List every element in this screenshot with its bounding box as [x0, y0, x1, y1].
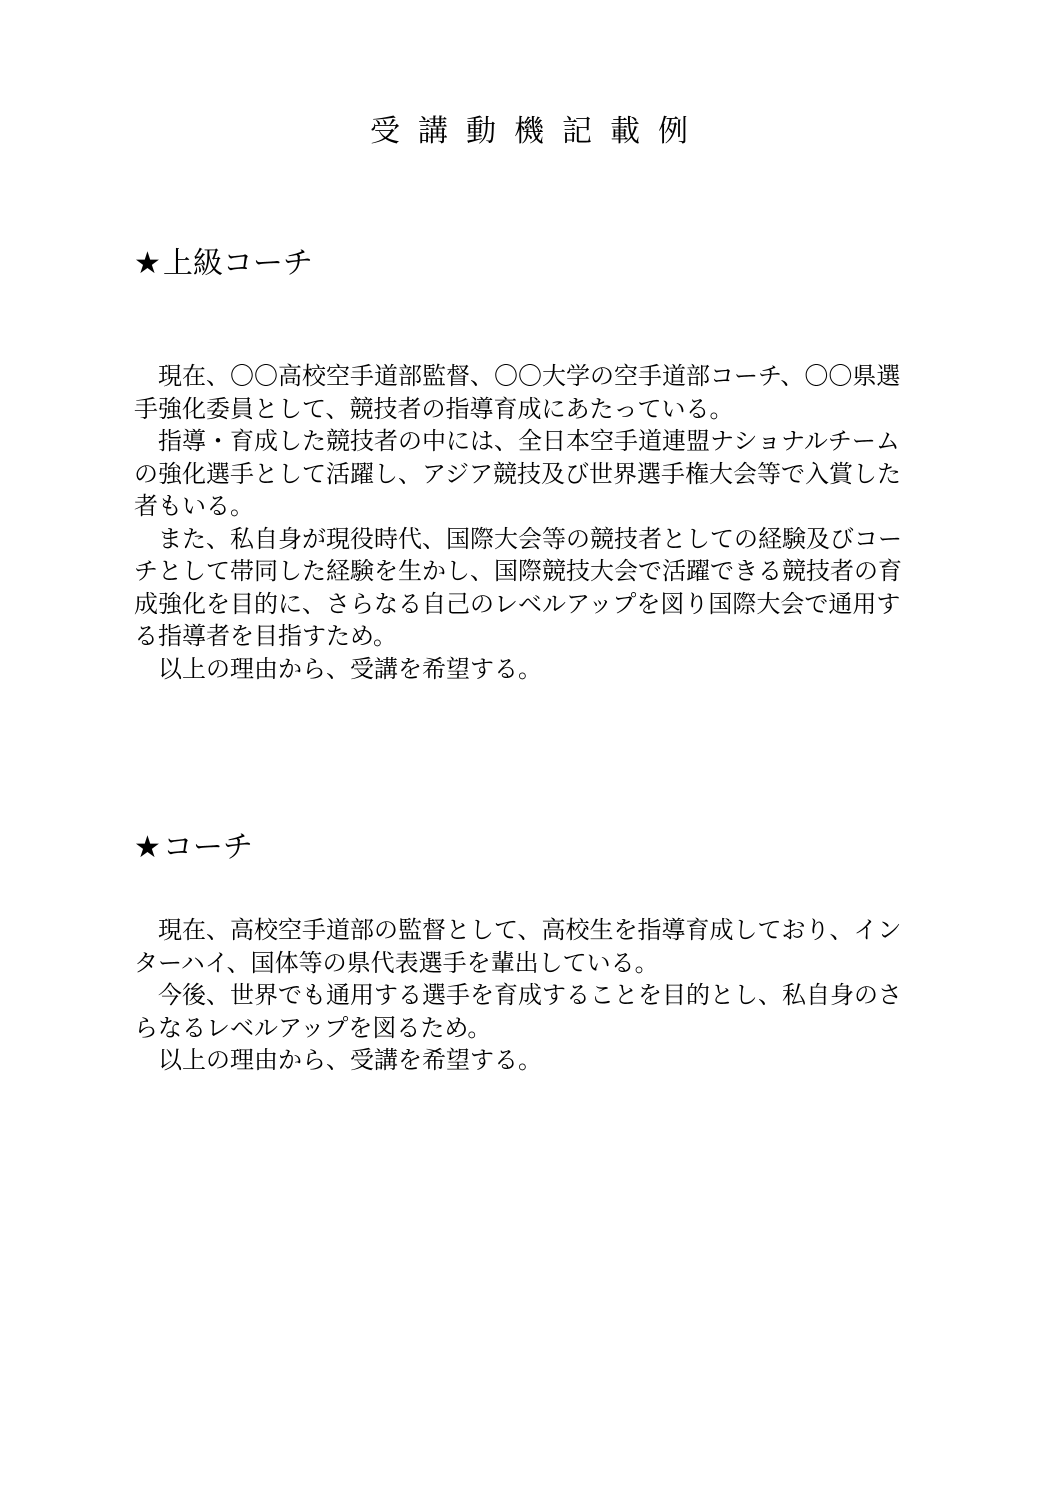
section-heading-text: コーチ [162, 830, 253, 865]
star-icon: ★ [134, 246, 161, 281]
section-heading-text: 上級コーチ [162, 246, 313, 281]
paragraph: また、私自身が現役時代、国際大会等の競技者としての経験及びコーチとして帯同した経験を生かし、国際競技大会で活躍できる競技者の育成強化を目的に、さらなる自己のレベルアップを図り国際大会で通用する指導者を目指すため。 [134, 524, 902, 650]
paragraph: 以上の理由から、受講を希望する。 [158, 1046, 542, 1074]
star-icon: ★ [134, 830, 161, 865]
paragraph: 今後、世界でも通用する選手を育成することを目的とし、私自身のさらなるレベルアップを図るため。 [134, 981, 902, 1042]
paragraph: 以上の理由から、受講を希望する。 [158, 654, 542, 683]
section-heading-senior-coach [134, 244, 313, 284]
section-heading-coach [134, 828, 253, 868]
section-body-senior-coach [134, 360, 914, 685]
paragraph: 現在、〇〇高校空手道部監督、〇〇大学の空手道部コーチ、〇〇県選手強化委員として、競技者の指導育成にあたっている。 [134, 362, 901, 423]
paragraph: 指導・育成した競技者の中には、全日本空手道連盟ナショナルチームの強化選手として活躍し、アジア競技及び世界選手権大会等で入賞した者もいる。 [134, 427, 902, 520]
document-title: 受講動機記載例 [370, 114, 706, 149]
section-body-coach [134, 914, 914, 1077]
paragraph: 現在、高校空手道部の監督として、高校生を指導育成しており、インターハイ、国体等の県代表選手を輩出している。 [134, 916, 902, 977]
